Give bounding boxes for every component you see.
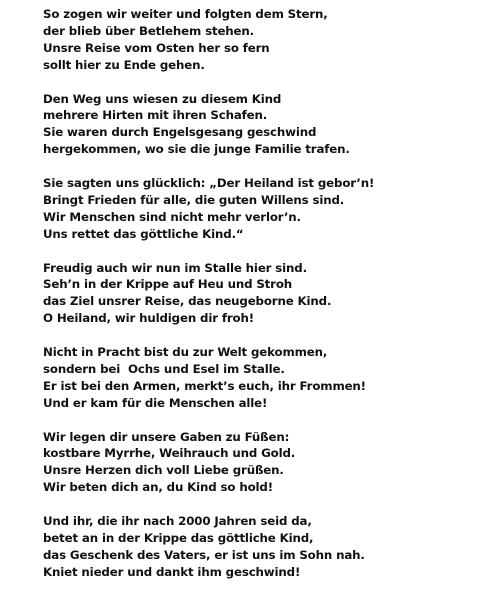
poem-line: sollt hier zu Ende gehen. xyxy=(43,57,205,72)
poem-line: mehrere Hirten mit ihren Schafen. xyxy=(43,108,268,123)
poem-line: hergekommen, wo sie die junge Familie trafen. xyxy=(43,142,350,157)
poem-line: Uns rettet das göttliche Kind.“ xyxy=(43,226,244,241)
stanza-1 xyxy=(43,6,483,74)
poem-line: Unsre Reise vom Osten her so fern xyxy=(43,40,270,55)
poem-line: Er ist bei den Armen, merkt’s euch, ihr Frommen! xyxy=(43,378,366,393)
poem-line: Unsre Herzen dich voll Liebe grüßen. xyxy=(43,463,284,478)
poem-line: Kniet nieder und dankt ihm geschwind! xyxy=(43,564,301,579)
stanza-2 xyxy=(43,91,483,159)
poem-line: Wir legen dir unsere Gaben zu Füßen: xyxy=(43,429,290,444)
poem-line: kostbare Myrrhe, Weihrauch und Gold. xyxy=(43,446,296,461)
poem-line: der blieb über Betlehem stehen. xyxy=(43,23,254,38)
poem-line: Seh’n in der Krippe auf Heu und Stroh xyxy=(43,277,293,292)
stanza-3 xyxy=(43,175,483,243)
poem-text xyxy=(43,6,483,598)
poem-line: Und ihr, die ihr nach 2000 Jahren seid da, xyxy=(43,514,312,529)
poem-line: Den Weg uns wiesen zu diesem Kind xyxy=(43,91,282,106)
poem-line: Freudig auch wir nun im Stalle hier sind. xyxy=(43,260,307,275)
poem-line: Und er kam für die Menschen alle! xyxy=(43,395,268,410)
poem-line: Sie sagten uns glücklich: „Der Heiland ist gebor’n! xyxy=(43,176,375,191)
stanza-6 xyxy=(43,429,483,497)
poem-line: Bringt Frieden für alle, die guten Willens sind. xyxy=(43,192,345,207)
poem-line: Wir Menschen sind nicht mehr verlor’n. xyxy=(43,209,301,224)
poem-line: O Heiland, wir huldigen dir froh! xyxy=(43,311,254,326)
poem-line: das Ziel unsrer Reise, das neugeborne Kind. xyxy=(43,294,332,309)
poem-line: Nicht in Pracht bist du zur Welt gekommen, xyxy=(43,345,328,360)
stanza-5 xyxy=(43,344,483,412)
poem-line: Wir beten dich an, du Kind so hold! xyxy=(43,480,273,495)
poem-line: sondern bei Ochs und Esel im Stalle. xyxy=(43,361,285,376)
poem-line: das Geschenk des Vaters, er ist uns im Sohn nah. xyxy=(43,547,365,562)
stanza-4 xyxy=(43,260,483,328)
stanza-7 xyxy=(43,513,483,581)
poem-line: Sie waren durch Engelsgesang geschwind xyxy=(43,125,317,140)
poem-line: So zogen wir weiter und folgten dem Stern, xyxy=(43,7,328,21)
poem-line: betet an in der Krippe das göttliche Kind, xyxy=(43,531,314,545)
